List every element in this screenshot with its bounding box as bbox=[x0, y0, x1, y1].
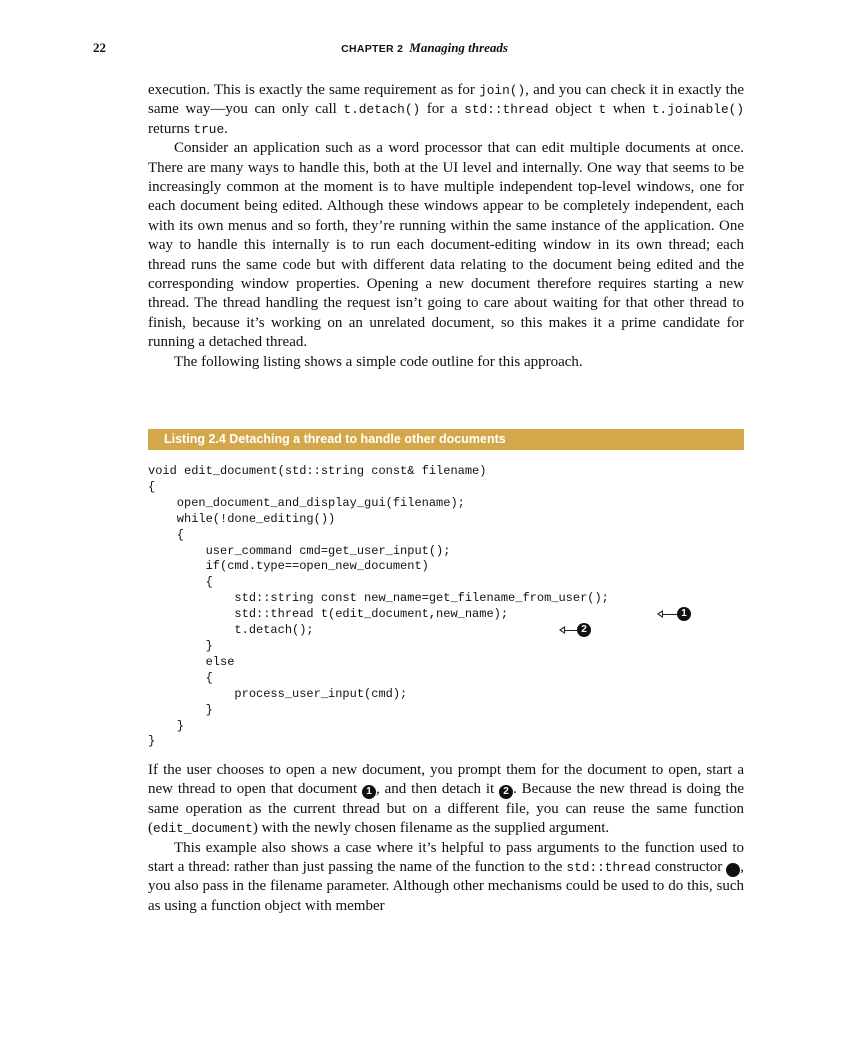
annotation-badge-2: 2 bbox=[577, 623, 591, 637]
paragraph-passing-arguments: This example also shows a case where it’s helpful to pass arguments to the function used to start a thread: rather than just passing the name of the function to the std::thread constructor 1, you also pass in the filename parameter. Although other mechanisms could be used to do this, such as using a function object with member bbox=[148, 839, 758, 914]
listing-header bbox=[148, 429, 744, 450]
paragraph-word-processor: Consider an application such as a word processor that can edit multiple documents at once. There are many ways to handle this, both at the UI level and internally. One way that seems to be increasingly common at the moment is to have multiple independent top-level windows, one for each document being edited. Although these windows appear to be completely independent, each with its own menus and so forth, they’re running within the same instance of the application. One way to handle this internally is to run each document-editing window in its own thread; each thread runs the same code but with different data relating to the document being edited and the corresponding window properties. Opening a new document therefore requires starting a new thread. The thread handling the request isn’t going to care about waiting for that other thread to finish, because it’s working on an unrelated document, so this makes it a prime candidate for running a detached thread. bbox=[148, 140, 744, 351]
body-text-top bbox=[148, 81, 744, 372]
chapter-label: CHAPTER 2 bbox=[341, 43, 404, 55]
annotation-badge-1: 1 bbox=[677, 607, 691, 621]
page-number: 22 bbox=[93, 40, 106, 55]
callout-badge: 1 bbox=[362, 785, 376, 799]
paragraph-explanation: If the user chooses to open a new document, you prompt them for the document to open, start a new thread to open that document 1 , and then detach it 2 . Because the new thread is doing the same operation as the current thread but on a different file, you can reuse the same function (edit_document) with the newly chosen filename as the supplied argument. bbox=[148, 762, 744, 837]
chapter-title: Managing threads bbox=[409, 40, 508, 55]
code-listing: void edit_document(std::string const& filename) { open_document_and_display_gui(filename); while(!done_editing()) { user_command cmd=get_user_input(); if(cmd.type==open_new_document) { std::string const new_name=get_filename_from_user(); std::thread t(edit_document,new_name); t.detach(); } else { process_user_input(cmd); } } } bbox=[148, 464, 609, 749]
callout-badge: 1 bbox=[726, 863, 740, 877]
chapter-heading bbox=[0, 40, 849, 56]
listing-title: Listing 2.4 Detaching a thread to handle other documents bbox=[164, 432, 506, 446]
annotation-line-2 bbox=[565, 630, 577, 631]
callout-badge: 2 bbox=[499, 785, 513, 799]
paragraph-listing-intro: The following listing shows a simple code outline for this approach. bbox=[174, 353, 583, 370]
body-text-bottom bbox=[148, 761, 758, 916]
running-header bbox=[0, 38, 849, 58]
paragraph-continuation: execution. This is exactly the same requirement as for join(), and you can check it in exactly the same way—you can only call t.detach() for a std::thread object t when t.joinable() returns true. bbox=[148, 82, 744, 137]
annotation-line-1 bbox=[663, 614, 677, 615]
